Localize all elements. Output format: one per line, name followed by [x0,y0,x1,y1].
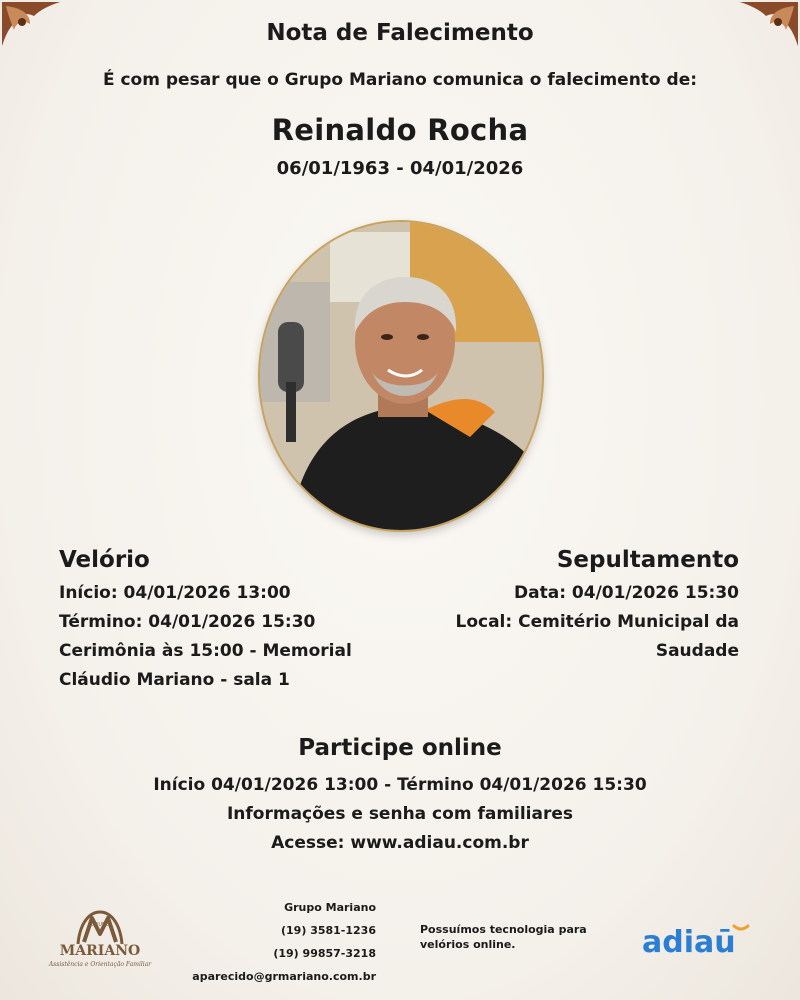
sepultamento-heading: Sepultamento [556,547,739,573]
online-access-link[interactable]: Acesse: www.adiau.com.br [271,833,529,853]
online-heading: Participe online [298,735,502,761]
company-name: Grupo Mariano [284,901,376,914]
adiau-logo-text: adiaū [642,925,736,960]
deceased-name: Reinaldo Rocha [271,113,529,147]
portrait-photo [260,222,542,530]
mariano-logo-tagline: Assistência e Orientação Familiar [48,961,152,968]
velorio-termino: Término: 04/01/2026 15:30 [59,612,316,632]
mariano-logo-name: MARIANO [59,943,141,959]
life-dates: 06/01/1963 - 04/01/2026 [276,158,524,179]
page-title: Nota de Falecimento [266,20,534,46]
contact-block [192,896,376,988]
sepultamento-local-line2: Saudade [655,641,739,661]
adiau-logo [642,920,757,960]
announcement-text: É com pesar que o Grupo Mariano comunica o falecimento de: [102,70,698,90]
velorio-cerimonia-line2: Cláudio Mariano - sala 1 [59,670,290,690]
sepultamento-section [409,547,739,666]
email-link[interactable]: aparecido@grmariano.com.br [192,970,376,983]
tech-note: Possuímos tecnologia para velórios online. [420,923,587,951]
velorio-heading: Velório [59,547,150,573]
online-schedule: Início 04/01/2026 13:00 - Término 04/01/2026 15:30 [153,775,647,795]
phone-1[interactable]: (19) 3581-1236 [281,924,376,937]
velorio-section [59,547,389,695]
mariano-logo [48,904,152,974]
velorio-cerimonia-line1: Cerimônia às 15:00 - Memorial [59,641,352,661]
mariano-logo-top: GRUPO [91,922,109,928]
sepultamento-data: Data: 04/01/2026 15:30 [514,583,739,603]
online-info: Informações e senha com familiares [226,804,574,824]
sepultamento-local-line1: Local: Cemitério Municipal da [455,612,739,632]
velorio-inicio: Início: 04/01/2026 13:00 [59,583,291,603]
phone-2[interactable]: (19) 99857-3218 [273,947,376,960]
